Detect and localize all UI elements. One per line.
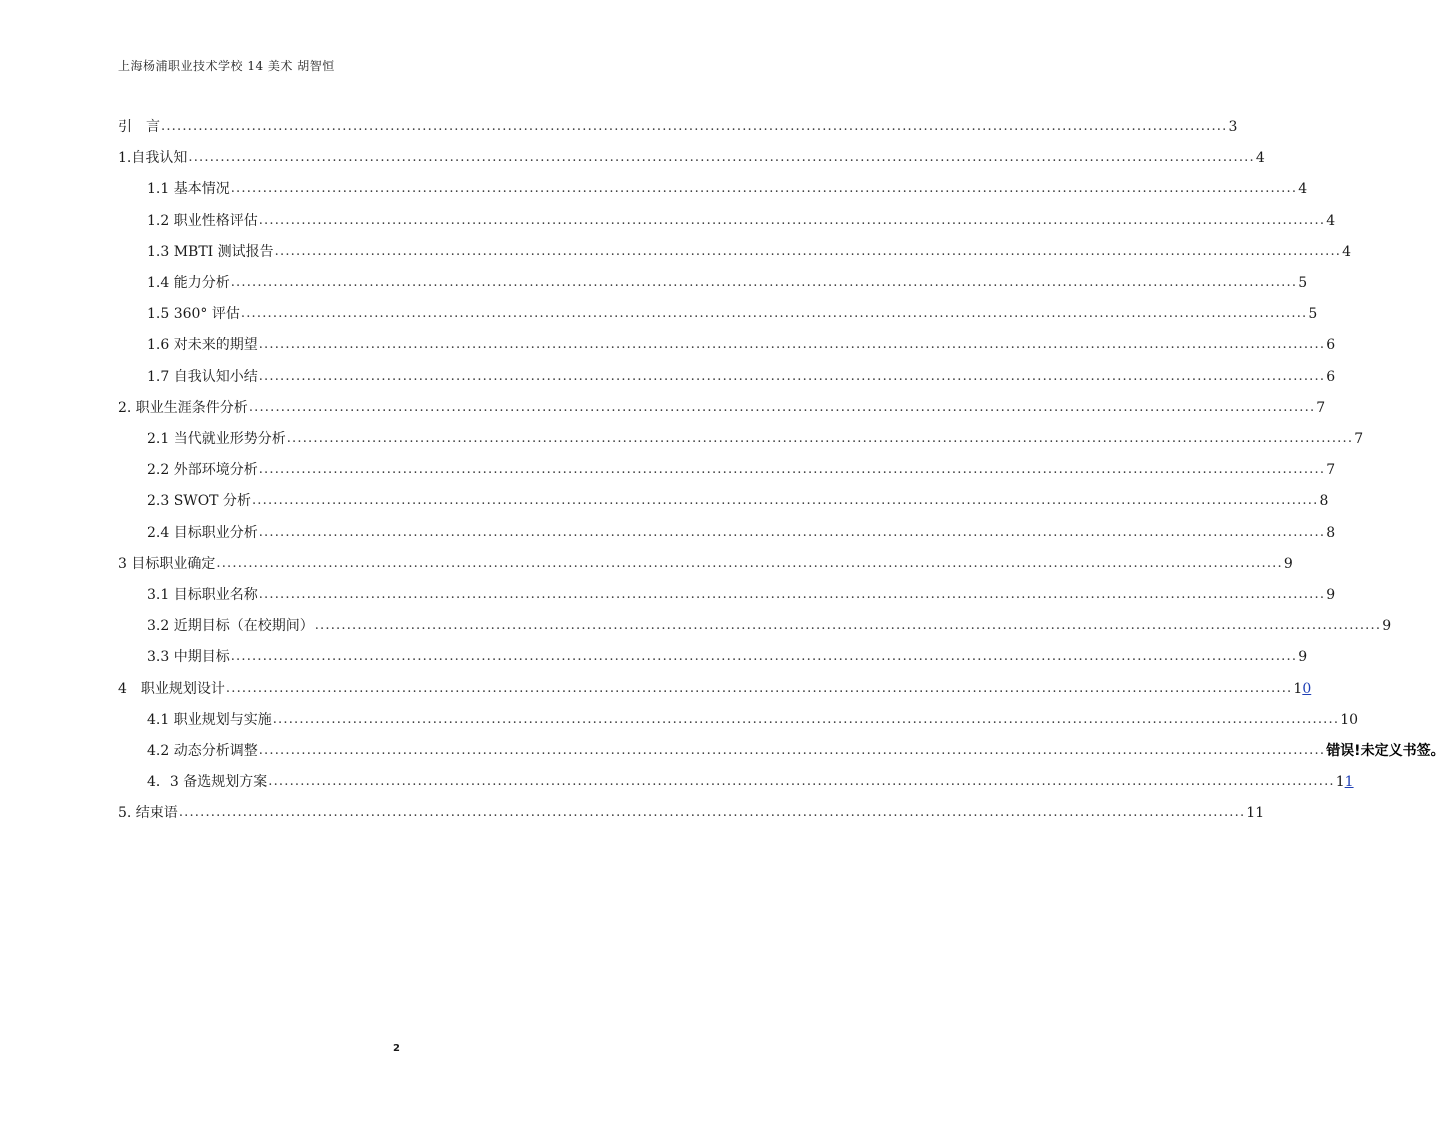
page-number: 2 (393, 1043, 400, 1054)
toc-entry[interactable] (147, 179, 1308, 199)
toc-entry-title: 1.1 基本情况 (147, 181, 230, 198)
toc-page-text: 8 (1319, 493, 1329, 510)
toc-leader-dots: ........................................................................................................................................................................................................ (240, 306, 1308, 322)
toc-page-text: 9 (1283, 555, 1293, 572)
toc-entry-title: 2.3 SWOT 分析 (147, 493, 251, 510)
toc-page-text: 7 (1316, 399, 1326, 416)
toc-entry-title: 3 目标职业确定 (118, 555, 216, 572)
toc-page-number (1298, 273, 1307, 293)
toc-entry-title: 引 言 (118, 119, 160, 135)
toc-leader-dots: ........................................................................................................................................................................................................ (178, 805, 1246, 821)
toc-page-text: 7 (1326, 462, 1336, 479)
toc-entry-title: 1.7 自我认知小结 (147, 368, 258, 385)
toc-page-text: 7 (1354, 431, 1364, 447)
toc-leader-dots: ........................................................................................................................................................................................................ (286, 431, 1354, 446)
toc-page-text: 4 (1298, 181, 1308, 198)
toc-entry[interactable] (118, 148, 1265, 168)
toc-entry[interactable] (147, 585, 1336, 605)
toc-entry[interactable] (147, 741, 1445, 761)
toc-page-number (1326, 211, 1335, 231)
toc-leader-dots: ........................................................................................................................................................................................................ (258, 743, 1326, 758)
toc-leader-dots: ........................................................................................................................................................................................................ (230, 181, 1298, 197)
toc-entry-title: 1.6 对未来的期望 (147, 337, 258, 354)
toc-entry-title: 4.2 动态分析调整 (147, 743, 258, 759)
toc-entry-title: 2. 职业生涯条件分析 (118, 399, 248, 416)
toc-leader-dots: ........................................................................................................................................................................................................ (258, 368, 1326, 384)
toc-leader-dots: ........................................................................................................................................................................................................ (272, 711, 1340, 727)
toc-entry[interactable] (147, 242, 1352, 262)
toc-entry-title: 4.1 职业规划与实施 (147, 711, 272, 728)
toc-entry[interactable] (147, 523, 1336, 543)
toc-page-text: 4 (1255, 150, 1265, 167)
toc-page-text: 6 (1326, 337, 1336, 354)
toc-entry[interactable] (118, 803, 1265, 823)
toc-entry-title: 1.自我认知 (118, 150, 188, 167)
toc-leader-dots: ........................................................................................................................................................................................................ (161, 119, 1228, 134)
toc-entry-title: 2.2 外部环境分析 (147, 462, 258, 479)
toc-entry[interactable] (147, 367, 1336, 387)
toc-page-number (1298, 647, 1307, 667)
toc-page-number (1293, 679, 1311, 699)
toc-leader-dots: ........................................................................................................................................................................................................ (248, 399, 1316, 415)
toc-leader-dots: ........................................................................................................................................................................................................ (268, 774, 1335, 790)
toc-leader-dots: ........................................................................................................................................................................................................ (258, 462, 1326, 478)
toc-entry[interactable] (147, 304, 1318, 324)
toc-page-number (1326, 460, 1335, 480)
toc-entry[interactable] (147, 491, 1329, 511)
toc-entry-title: 3.1 目标职业名称 (147, 587, 258, 603)
toc-entry[interactable] (147, 460, 1336, 480)
toc-page-text: 11 (1246, 805, 1265, 822)
toc-entry-title: 2.1 当代就业形势分析 (147, 431, 286, 447)
toc-page-text: 6 (1326, 368, 1336, 385)
toc-leader-dots: ........................................................................................................................................................................................................ (258, 212, 1326, 228)
toc-page-text: 错误!未定义书签。 (1326, 743, 1445, 759)
toc-entry[interactable] (118, 117, 1238, 137)
toc-page-number (1284, 554, 1293, 574)
toc-leader-dots: ........................................................................................................................................................................................................ (188, 150, 1255, 166)
toc-page-text: 9 (1326, 587, 1336, 603)
toc-leader-dots: ........................................................................................................................................................................................................ (251, 493, 1319, 509)
toc-page-text: 9 (1298, 649, 1308, 666)
toc-leader-dots: ........................................................................................................................................................................................................ (230, 275, 1298, 290)
toc-page-number (1246, 803, 1264, 823)
toc-leader-dots: ........................................................................................................................................................................................................ (258, 587, 1326, 602)
toc-page-number (1354, 429, 1363, 449)
toc-page-number (1326, 523, 1335, 543)
toc-leader-dots: ........................................................................................................................................................................................................ (230, 649, 1298, 665)
toc-entry-title: 4 职业规划设计 (118, 680, 225, 697)
toc-entry[interactable] (147, 211, 1336, 231)
toc-entry-title: 5. 结束语 (118, 805, 178, 822)
toc-page-text: 5 (1308, 306, 1318, 323)
toc-page-number (1326, 335, 1335, 355)
toc-leader-dots: ........................................................................................................................................................................................................ (216, 555, 1283, 571)
toc-page-text: 5 (1298, 275, 1308, 291)
toc-entry[interactable] (147, 273, 1308, 293)
toc-page-number (1326, 585, 1335, 605)
toc-page-text: 4 (1342, 243, 1352, 260)
toc-page-number (1382, 616, 1391, 636)
toc-page-number (1336, 772, 1354, 792)
toc-leader-dots: ........................................................................................................................................................................................................ (258, 337, 1326, 353)
toc-page-text: 4 (1326, 212, 1336, 229)
toc-page-number (1319, 491, 1328, 511)
toc-page-number (1342, 242, 1351, 262)
toc-entry-title: 1.4 能力分析 (147, 275, 230, 291)
toc-page-link[interactable]: 0 (1302, 680, 1312, 697)
toc-leader-dots: ........................................................................................................................................................................................................ (314, 618, 1382, 634)
toc-entry[interactable] (147, 772, 1354, 792)
toc-page-link[interactable]: 1 (1344, 774, 1354, 791)
toc-page-number (1228, 117, 1237, 137)
toc-entry[interactable] (118, 679, 1312, 699)
toc-page-text: 1 (1293, 680, 1303, 697)
toc-page-number (1340, 710, 1358, 730)
toc-entry-title: 3.3 中期目标 (147, 649, 230, 666)
toc-page-number (1326, 367, 1335, 387)
toc-page-number (1316, 398, 1325, 418)
toc-page-text: 8 (1326, 524, 1336, 541)
toc-entry[interactable] (118, 554, 1293, 574)
toc-page-text: 1 (1335, 774, 1345, 791)
toc-leader-dots: ........................................................................................................................................................................................................ (225, 680, 1293, 696)
toc-entry-title: 1.5 360° 评估 (147, 306, 240, 323)
toc-page-text: 3 (1228, 119, 1238, 135)
page-header: 上海杨浦职业技术学校 14 美术 胡智恒 (118, 59, 335, 73)
toc-entry-title: 1.2 职业性格评估 (147, 212, 258, 229)
toc-entry[interactable] (147, 335, 1336, 355)
toc-leader-dots: ........................................................................................................................................................................................................ (258, 524, 1326, 540)
toc-page-number (1308, 304, 1317, 324)
toc-page-number (1256, 148, 1265, 168)
toc-entry[interactable] (118, 398, 1326, 418)
toc-error-message (1326, 741, 1444, 761)
toc-entry-title: 1.3 MBTI 测试报告 (147, 243, 274, 260)
toc-entry-title: 4．3 备选规划方案 (147, 774, 268, 791)
toc-page-number (1298, 179, 1307, 199)
toc-entry[interactable] (147, 710, 1359, 730)
toc-entry[interactable] (147, 429, 1364, 449)
toc-entry-title: 2.4 目标职业分析 (147, 524, 258, 541)
toc-page-text: 10 (1340, 711, 1359, 728)
toc-leader-dots: ........................................................................................................................................................................................................ (274, 243, 1342, 259)
toc-entry-title: 3.2 近期目标（在校期间） (147, 618, 314, 635)
toc-page-text: 9 (1382, 618, 1392, 635)
toc-entry[interactable] (147, 616, 1392, 636)
toc-entry[interactable] (147, 647, 1308, 667)
